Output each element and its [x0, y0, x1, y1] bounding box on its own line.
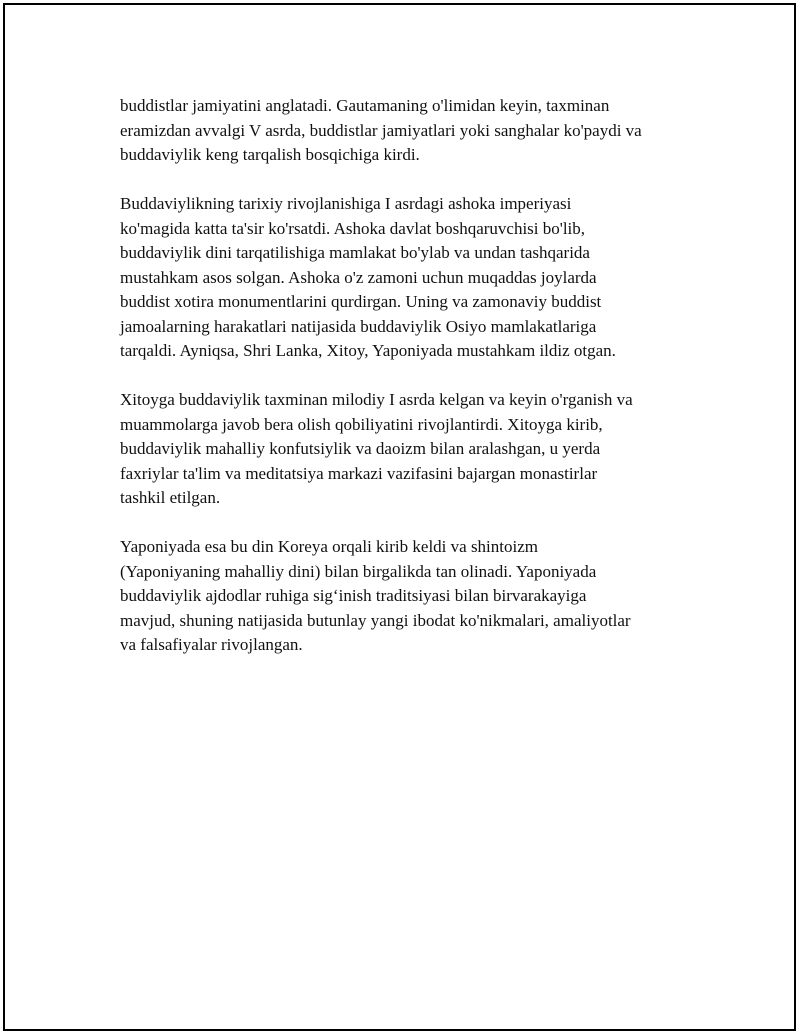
paragraph-4: Yaponiyada esa bu din Koreya orqali kirib keldi va shintoizm (Yaponiyaning mahalliy dini) bilan birgalikda tan olinadi. Yaponiyada buddaviylik ajdodlar ruhiga sig‘inish traditsiyasi bilan birvarakayiga mavjud, shuning natijasida butunlay yangi ibodat ko'nikmalari, amaliyotlar va falsafiyalar rivojlangan. — [120, 537, 631, 654]
document-page — [3, 3, 796, 1031]
paragraph-1: buddistlar jamiyatini anglatadi. Gautamaning o'limidan keyin, taxminan eramizdan avvalgi V asrda, buddistlar jamiyatlari yoki sanghalar ko'paydi va buddaviylik keng tarqalish bosqichiga kirdi. — [120, 96, 642, 164]
paragraph-3: Xitoyga buddaviylik taxminan milodiy I asrda kelgan va keyin o'rganish va muammolarga javob bera olish qobiliyatini rivojlantirdi. Xitoyga kirib, buddaviylik mahalliy konfutsiylik va daoizm bilan aralashgan, u yerda faxriylar ta'lim va meditatsiya markazi vazifasini bajargan monastirlar tashkil etilgan. — [120, 390, 633, 507]
document-body — [120, 94, 700, 682]
paragraph-2: Buddaviylikning tarixiy rivojlanishiga I asrdagi ashoka imperiyasi ko'magida katta ta'sir ko'rsatdi. Ashoka davlat boshqaruvchisi bo'lib, buddaviylik dini tarqatilishiga mamlakat bo'ylab va undan tashqarida mustahkam asos solgan. Ashoka o'z zamoni uchun muqaddas joylarda buddist xotira monumentlarini qurdirgan. Uning va zamonaviy buddist jamoalarning harakatlari natijasida buddaviylik Osiyo mamlakatlariga tarqaldi. Ayniqsa, Shri Lanka, Xitoy, Yaponiyada mustahkam ildiz otgan. — [120, 194, 616, 360]
